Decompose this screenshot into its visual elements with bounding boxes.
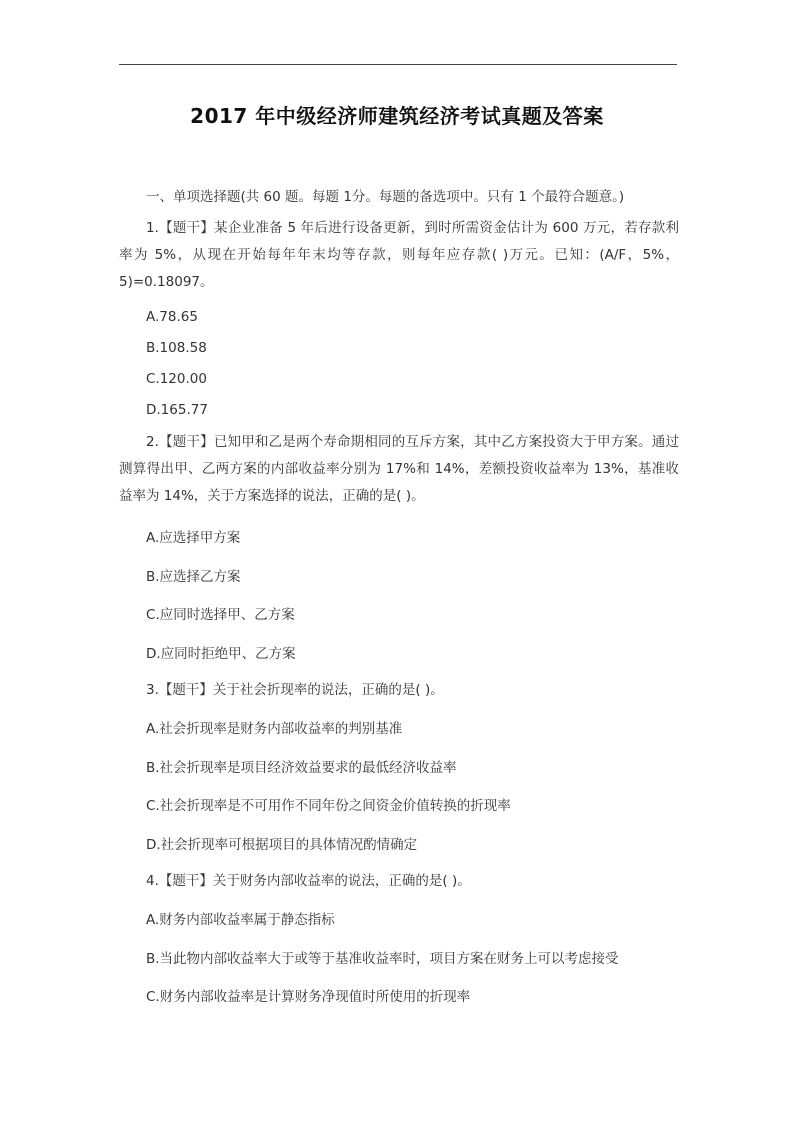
option-a: A.财务内部收益率属于静态指标 <box>146 912 335 928</box>
document-body <box>119 184 679 1017</box>
option-a: A.应选择甲方案 <box>146 530 241 546</box>
option-d: D.社会折现率可根据项目的具体情况酌情确定 <box>146 836 418 853</box>
section-heading: 一、单项选择题(共 60 题。每题 1分。每题的备选项中。只有 1 个最符合题意。) <box>146 189 625 205</box>
option-b: B.当此物内部收益率大于或等于基准收益率时，项目方案在财务上可以考虑接受 <box>146 950 619 967</box>
question-stem: 4.【题干】关于财务内部收益率的说法，正确的是( )。 <box>146 873 471 889</box>
option-a: A.78.65 <box>146 309 198 325</box>
option-b: B.社会折现率是项目经济效益要求的最低经济收益率 <box>146 759 457 776</box>
option-d: D.应同时拒绝甲、乙方案 <box>146 645 296 662</box>
option-b: B.108.58 <box>146 340 207 356</box>
option-c: C.应同时选择甲、乙方案 <box>146 607 295 623</box>
question-stem: 3.【题干】关于社会折现率的说法，正确的是( )。 <box>146 682 444 698</box>
option-d: D.165.77 <box>146 402 208 418</box>
option-b: B.应选择乙方案 <box>146 568 241 585</box>
question-1 <box>119 215 679 426</box>
option-c: C.财务内部收益率是计算财务净现值时所使用的折现率 <box>146 989 471 1005</box>
header-rule <box>119 64 677 65</box>
question-3 <box>119 677 679 864</box>
document-title: 2017 年中级经济师建筑经济考试真题及答案 <box>190 104 604 128</box>
question-4 <box>119 868 679 1017</box>
question-stem: 2.【题干】已知甲和乙是两个寿命期相同的互斥方案，其中乙方案投资大于甲方案。通过测算得出甲、乙两方案的内部收益率分别为 17%和 14%，差额投资收益率为 13%，基准收益率为 14%，关于方案选择的说法，正确的是( )。 <box>119 434 679 504</box>
option-a: A.社会折现率是财务内部收益率的判别基准 <box>146 721 403 737</box>
option-c: C.120.00 <box>146 371 207 387</box>
option-c: C.社会折现率是不可用作不同年份之间资金价值转换的折现率 <box>146 798 511 814</box>
question-stem: 1.【题干】某企业准备 5 年后进行设备更新，到时所需资金估计为 600 万元，若存款利率为 5%，从现在开始每年年末均等存款，则每年应存款( )万元。已知：(A/F，5%，5)=0.18097。 <box>119 220 679 290</box>
question-2 <box>119 429 679 673</box>
